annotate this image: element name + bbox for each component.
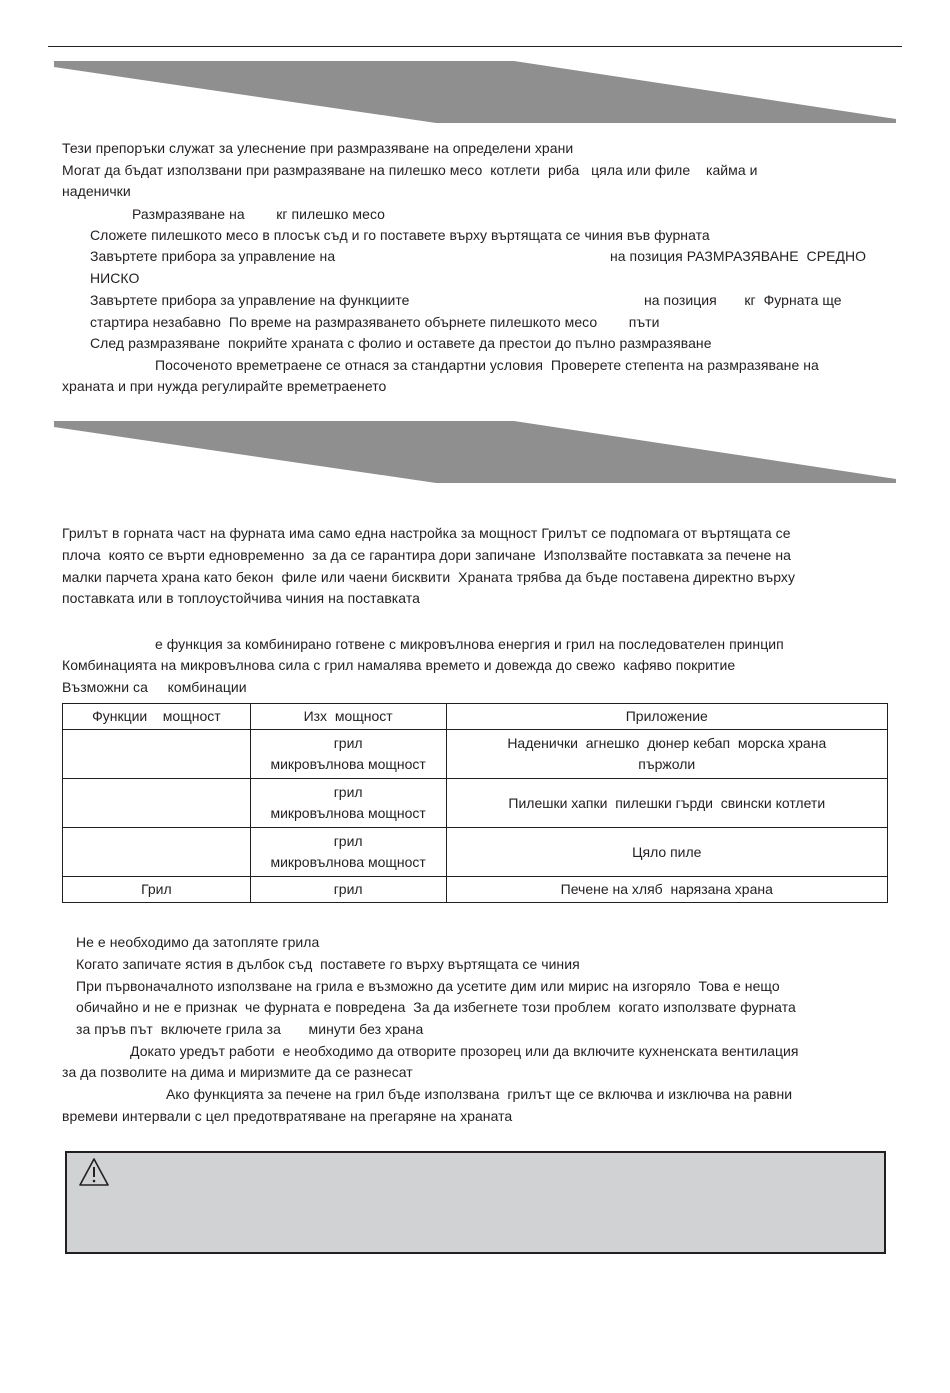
combi-paragraph-line: Възможни са комбинации: [62, 679, 247, 695]
output-line: микровълнова мощност: [270, 805, 426, 821]
application-line: Наденички агнешко дюнер кебап морска храна: [507, 735, 827, 751]
caution-box: [65, 1151, 886, 1254]
section-banner-defrost: [54, 61, 896, 123]
defrost-note: храната и при нужда регулирайте времетраенето: [62, 378, 387, 394]
grill-paragraph-line: малки парчета храна като бекон филе или чаени бисквити Храната трябва да бъде поставена директно върху: [62, 569, 796, 585]
defrost-note: Посоченото времетраене се отнася за стандартни условия Проверете степента на размразяване на: [155, 357, 819, 373]
defrost-step: на позиция РАЗМРАЗЯВАНЕ СРЕДНО: [610, 248, 867, 264]
table-header-row: [63, 704, 888, 730]
function-cell: [63, 730, 251, 779]
column-header-output: Изх мощност: [250, 704, 446, 730]
application-cell: [446, 779, 887, 828]
function-cell: [63, 828, 251, 877]
output-line: грил: [333, 881, 363, 897]
output-cell: [250, 828, 446, 877]
grill-paragraph-line: поставката или в топлоустойчива чиния на поставката: [62, 590, 420, 606]
defrost-step: Сложете пилешкото месо в плосък съд и го поставете върху въртящата се чиния във фурната: [90, 227, 710, 243]
defrost-step: След размразяване покрийте храната с фолио и оставете да престои до пълно размразяване: [90, 335, 712, 351]
note-bullet: за пръв път включете грила за минути без храна: [76, 1021, 424, 1037]
output-line: микровълнова мощност: [270, 854, 426, 870]
output-line: грил: [333, 833, 363, 849]
table-row: [63, 828, 888, 877]
warning-note: Докато уредът работи е необходимо да отворите прозорец или да включите кухненската вентилация: [130, 1043, 799, 1059]
table-row: [63, 877, 888, 903]
output-line: микровълнова мощност: [270, 756, 426, 772]
output-cell: [250, 730, 446, 779]
output-cell: [250, 779, 446, 828]
application-line: Цяло пиле: [632, 843, 702, 860]
note-bullet: обичайно и не е признак че фурната е повредена За да избегнете този проблем когато използвате фурната: [76, 999, 796, 1015]
combi-paragraph-line: е функция за комбинирано готвене с микровълнова енергия и грил на последователен принцип: [155, 636, 784, 652]
column-header-application: Приложение: [446, 704, 887, 730]
application-line: пържоли: [638, 756, 696, 772]
application-line: Пилешки хапки пилешки гърди свински котлети: [508, 794, 826, 811]
defrost-step: НИСКО: [90, 270, 140, 286]
defrost-example-heading: Размразяване на кг пилешко месо: [132, 206, 385, 222]
application-cell: [446, 828, 887, 877]
section-banner-grill: [54, 421, 896, 483]
defrost-intro-line: Могат да бъдат използвани при размразяване на пилешко месо котлети риба цяла или филе кайма и: [62, 162, 758, 178]
output-cell: [250, 877, 446, 903]
defrost-step: Завъртете прибора за управление на: [90, 248, 336, 264]
output-line: грил: [333, 735, 363, 751]
combi-paragraph-line: Комбинацията на микровълнова сила с грил намалява времето и довежда до свежо кафяво покритие: [62, 657, 736, 673]
function-cell: [63, 779, 251, 828]
info-note: Ако функцията за печене на грил бъде използвана грилът ще се включва и изключва на равни: [166, 1086, 793, 1102]
defrost-step: стартира незабавно По време на размразяването обърнете пилешкото месо пъти: [90, 314, 660, 330]
application-cell: [446, 877, 887, 903]
table-row: [63, 779, 888, 828]
warning-triangle-icon: [78, 1157, 110, 1187]
column-header-function: Функции мощност: [63, 704, 251, 730]
table-row: [63, 730, 888, 779]
defrost-step: Завъртете прибора за управление на функциите: [90, 292, 410, 308]
note-bullet: При първоначалното използване на грила е възможно да усетите дим или мирис на изгоряло Това е нещо: [76, 978, 780, 994]
note-bullet: Когато запичате ястия в дълбок съд поставете го върху въртящата се чиния: [76, 956, 580, 972]
output-line: грил: [333, 784, 363, 800]
application-cell: [446, 730, 887, 779]
note-bullet: Не е необходимо да затопляте грила: [76, 934, 320, 950]
warning-note: за да позволите на дима и миризмите да се разнесат: [62, 1064, 413, 1080]
defrost-intro-line: наденички: [62, 183, 131, 199]
defrost-intro-line: Тези препоръки служат за улеснение при размразяване на определени храни: [62, 140, 574, 156]
grill-paragraph-line: Грилът в горната част на фурната има само една настройка за мощност Грилът се подпомага от въртящата се: [62, 525, 791, 541]
application-line: Печене на хляб нарязана храна: [560, 881, 773, 897]
info-note: времеви интервали с цел предотвратяване на прегаряне на храната: [62, 1108, 513, 1124]
grill-paragraph-line: плоча която се върти едновременно за да се гарантира дори запичане Използвайте поставката за печене на: [62, 547, 791, 563]
combination-table: [62, 703, 888, 903]
defrost-step: на позиция кг Фурната ще: [644, 292, 842, 308]
top-rule: [48, 46, 902, 47]
function-cell: Грил: [63, 877, 251, 903]
